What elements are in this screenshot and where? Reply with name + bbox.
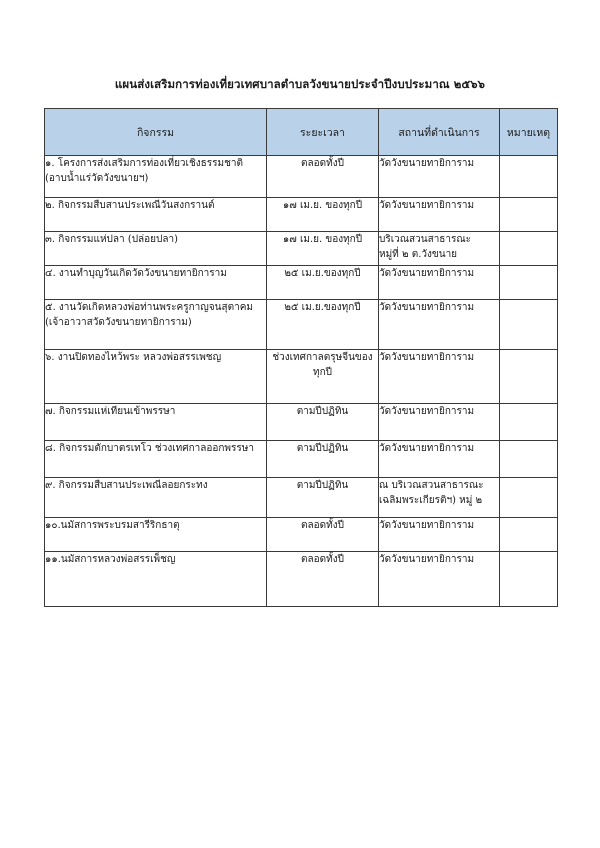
note-cell — [500, 232, 558, 266]
place-line: วัดวังขนายทายิการาม — [379, 352, 475, 363]
tourism-plan-table — [44, 108, 558, 607]
period-cell — [267, 300, 379, 350]
activity-cell — [45, 478, 267, 518]
table-row — [45, 350, 558, 404]
note-cell — [500, 300, 558, 350]
place-cell — [379, 552, 500, 607]
note-cell — [500, 198, 558, 232]
activity-cell — [45, 300, 267, 350]
period-cell — [267, 478, 379, 518]
place-cell — [379, 300, 500, 350]
place-line: ณ บริเวณสวนสาธารณะ — [379, 480, 484, 491]
place-cell — [379, 478, 500, 518]
activity-line: ๗. กิจกรรมแห่เทียนเข้าพรรษา — [45, 406, 176, 417]
place-line: วัดวังขนายทายิการาม — [379, 443, 475, 454]
document-title: แผนส่งเสริมการท่องเที่ยวเทศบาลตำบลวังขนายประจำปีงบประมาณ ๒๕๖๖ — [114, 77, 486, 91]
table-header-row — [45, 109, 558, 156]
note-cell — [500, 266, 558, 300]
place-cell — [379, 404, 500, 441]
header-activity: กิจกรรม — [45, 109, 267, 156]
place-line: วัดวังขนายทายิการาม — [379, 200, 475, 211]
table-row — [45, 404, 558, 441]
period-line: ๒๕ เม.ย.ของทุกปี — [284, 302, 361, 313]
note-cell — [500, 156, 558, 198]
activity-cell — [45, 350, 267, 404]
table-row — [45, 478, 558, 518]
activity-line: ๕. งานวัดเกิดหลวงพ่อท่านพระครูกาญจนสุตาคม — [45, 302, 253, 313]
header-note: หมายเหตุ — [500, 109, 558, 156]
activity-cell — [45, 441, 267, 478]
period-line: ๑๗ เม.ย. ของทุกปี — [282, 234, 363, 245]
place-line: วัดวังขนายทายิการาม — [379, 406, 475, 417]
activity-line: ๑๐.นมัสการพระบรมสารีริกธาตุ — [45, 520, 180, 531]
activity-cell — [45, 552, 267, 607]
activity-cell — [45, 232, 267, 266]
note-cell — [500, 552, 558, 607]
note-cell — [500, 518, 558, 552]
table-row — [45, 232, 558, 266]
table-row — [45, 441, 558, 478]
place-cell — [379, 350, 500, 404]
activity-line: ๙. กิจกรรมสืบสานประเพณีลอยกระทง — [45, 480, 208, 491]
period-cell — [267, 518, 379, 552]
note-cell — [500, 441, 558, 478]
place-cell — [379, 266, 500, 300]
note-cell — [500, 478, 558, 518]
activity-line: ๑๑.นมัสการหลวงพ่อสรรเพ็ชญ — [45, 554, 176, 565]
activity-cell — [45, 198, 267, 232]
activity-line: (อาบน้ำแร่วัดวังขนายฯ) — [45, 173, 149, 184]
place-cell — [379, 156, 500, 198]
period-cell — [267, 552, 379, 607]
place-line: บริเวณสวนสาธารณะ — [379, 234, 472, 245]
activity-line: ๒. กิจกรรมสืบสานประเพณีวันสงกรานต์ — [45, 200, 215, 211]
period-line: ตลอดทั้งปี — [301, 520, 344, 531]
activity-cell — [45, 404, 267, 441]
table-row — [45, 198, 558, 232]
period-line: ๒๕ เม.ย.ของทุกปี — [284, 268, 361, 279]
period-cell — [267, 404, 379, 441]
activity-line: ๘. กิจกรรมตักบาตรเทโว ช่วงเทศกาลออกพรรษา — [45, 443, 254, 454]
place-line: วัดวังขนายทายิการาม — [379, 520, 475, 531]
period-cell — [267, 350, 379, 404]
period-line: ตามปีปฏิทิน — [296, 480, 349, 491]
period-cell — [267, 232, 379, 266]
table-row — [45, 300, 558, 350]
place-cell — [379, 232, 500, 266]
period-line: ๑๗ เม.ย. ของทุกปี — [282, 200, 363, 211]
note-cell — [500, 350, 558, 404]
period-cell — [267, 266, 379, 300]
place-line: วัดวังขนายทายิการาม — [379, 268, 475, 279]
place-cell — [379, 441, 500, 478]
place-line: วัดวังขนายทายิการาม — [379, 158, 475, 169]
period-line: ตลอดทั้งปี — [301, 158, 344, 169]
place-line: วัดวังขนายทายิการาม — [379, 302, 475, 313]
period-line: ทุกปี — [313, 367, 332, 378]
activity-line: (เจ้าอาวาสวัดวังขนายทายิการาม) — [45, 317, 192, 328]
period-cell — [267, 441, 379, 478]
period-line: ช่วงเทศกาลตรุษจีนของ — [272, 352, 373, 363]
activity-cell — [45, 156, 267, 198]
activity-line: ๔. งานทำบุญวันเกิดวัดวังขนายทายิการาม — [45, 268, 227, 279]
activity-line: ๑. โครงการส่งเสริมการท่องเที่ยวเชิงธรรมชาติ — [45, 158, 243, 169]
activity-line: ๓. กิจกรรมแห่ปลา (ปล่อยปลา) — [45, 234, 179, 245]
activity-cell — [45, 266, 267, 300]
place-line: เฉลิมพระเกียรติฯ) หมู่ ๒ — [379, 495, 483, 506]
header-place: สถานที่ดำเนินการ — [379, 109, 500, 156]
period-line: ตามปีปฏิทิน — [296, 406, 349, 417]
place-line: วัดวังขนายทายิการาม — [379, 554, 475, 565]
activity-line: ๖. งานปิดทองไหว้พระ หลวงพ่อสรรเพชญ — [45, 352, 222, 363]
place-cell — [379, 518, 500, 552]
period-cell — [267, 198, 379, 232]
period-cell — [267, 156, 379, 198]
table-row — [45, 552, 558, 607]
header-period: ระยะเวลา — [267, 109, 379, 156]
activity-cell — [45, 518, 267, 552]
table-row — [45, 266, 558, 300]
note-cell — [500, 404, 558, 441]
place-line: หมู่ที่ ๒ ต.วังขนาย — [379, 249, 458, 260]
table-row — [45, 156, 558, 198]
period-line: ตลอดทั้งปี — [301, 554, 344, 565]
place-cell — [379, 198, 500, 232]
table-row — [45, 518, 558, 552]
period-line: ตามปีปฏิทิน — [296, 443, 349, 454]
